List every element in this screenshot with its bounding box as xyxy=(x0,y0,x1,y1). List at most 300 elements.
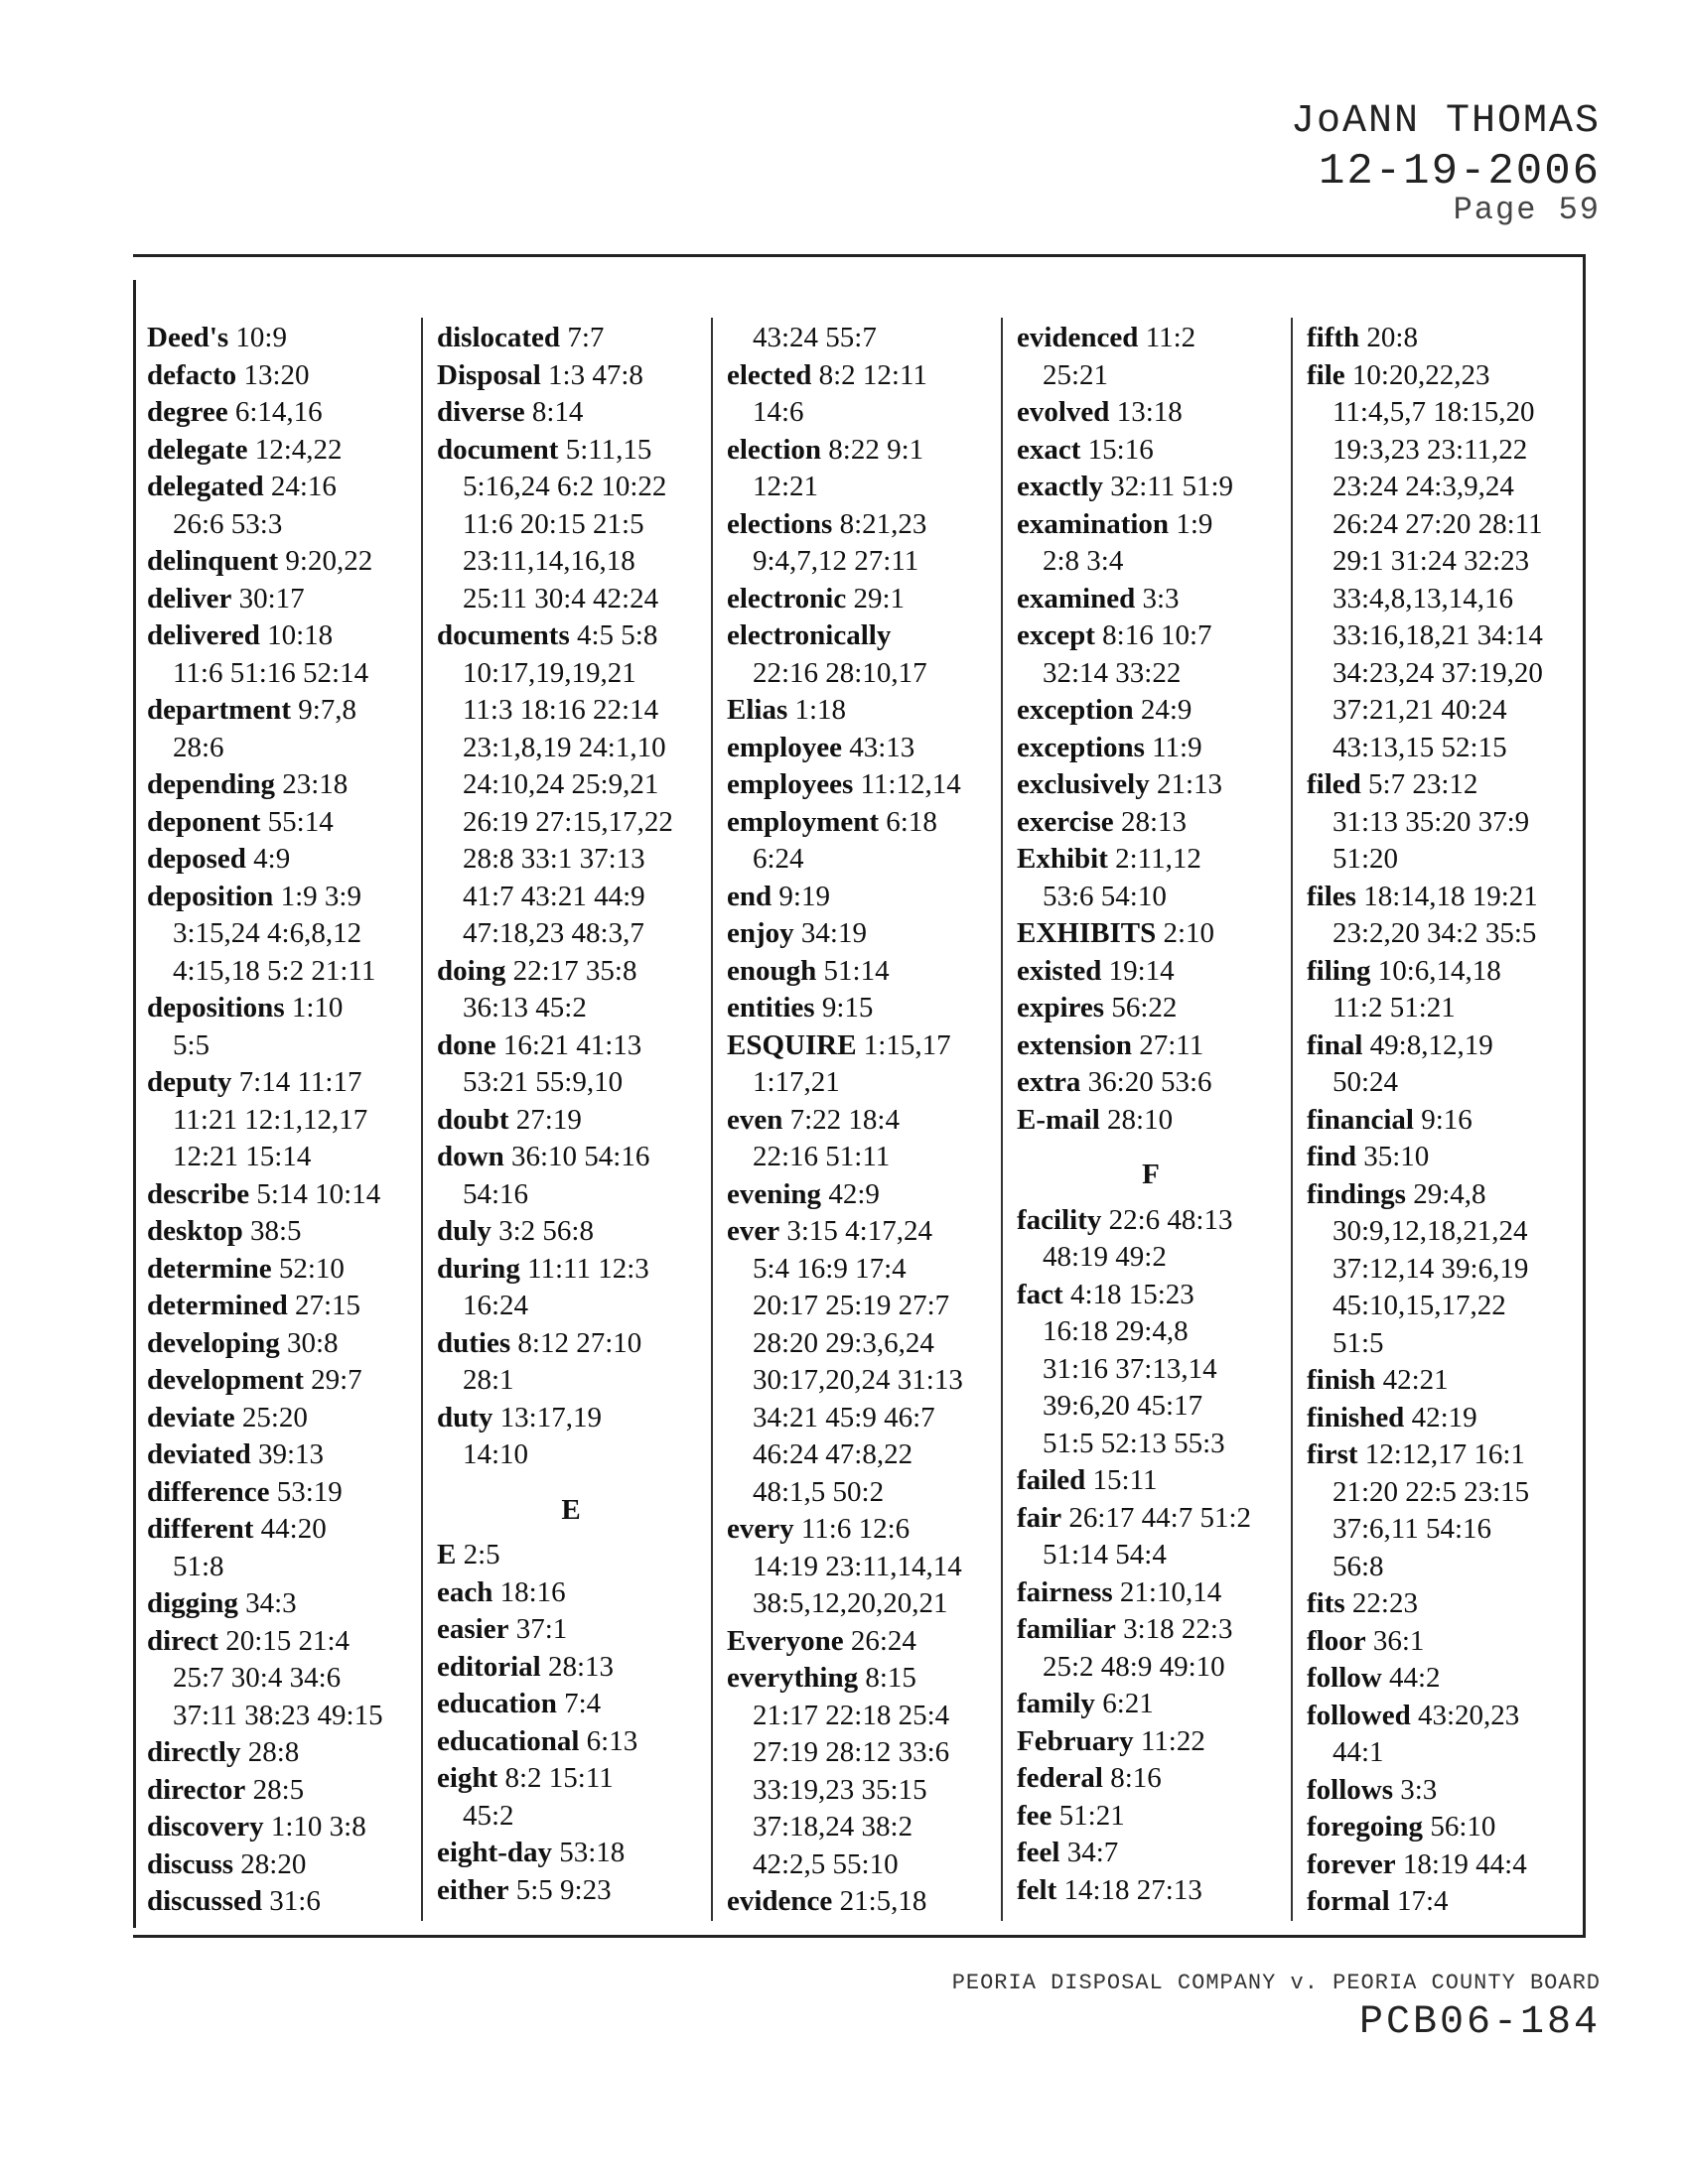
index-entry xyxy=(437,320,705,357)
index-term: enjoy xyxy=(727,917,794,949)
index-entry xyxy=(1307,1772,1575,1810)
index-term: extra xyxy=(1017,1066,1081,1098)
page-line-refs: 7:14 11:17 xyxy=(238,1066,362,1098)
page-line-refs: 23:18 xyxy=(282,768,349,800)
term-spacer xyxy=(1375,1364,1382,1396)
page-line-refs: 4:9 xyxy=(253,843,291,875)
index-entry xyxy=(727,692,995,730)
page-line-refs: 31:6 xyxy=(269,1885,321,1917)
index-entry xyxy=(1307,1400,1575,1437)
section-letter-heading: E xyxy=(561,1493,581,1526)
index-continuation: 22:16 28:10,17 xyxy=(753,656,927,689)
index-continuation: 37:11 38:23 49:15 xyxy=(173,1699,383,1731)
index-entry xyxy=(1017,730,1285,767)
index-term: exercise xyxy=(1017,805,1114,838)
index-continuation: 37:21,21 40:24 xyxy=(1333,694,1507,726)
term-spacer xyxy=(1150,768,1157,800)
index-term: ever xyxy=(727,1215,780,1247)
index-term: employment xyxy=(727,805,880,838)
index-continuation: 33:19,23 35:15 xyxy=(753,1773,927,1806)
index-term: degree xyxy=(147,396,228,428)
index-term: deponent xyxy=(147,805,261,838)
index-term: dislocated xyxy=(437,322,561,353)
index-term: file xyxy=(1307,358,1345,391)
index-continuation: 37:6,11 54:16 xyxy=(1333,1513,1492,1545)
index-entry xyxy=(1017,469,1285,506)
page-line-refs: 26:17 44:7 51:2 xyxy=(1068,1501,1252,1534)
index-term: Everyone xyxy=(727,1624,844,1657)
page-line-refs: 8:14 xyxy=(531,396,584,428)
page-line-refs: 42:9 xyxy=(828,1177,880,1210)
index-entry xyxy=(1307,1362,1575,1400)
index-entry xyxy=(437,1574,705,1612)
term-spacer xyxy=(1101,1204,1108,1236)
index-term: evidenced xyxy=(1017,322,1139,353)
page-line-refs: 9:16 xyxy=(1421,1103,1473,1136)
index-continuation: 14:19 23:11,14,14 xyxy=(753,1550,962,1582)
column-divider xyxy=(711,318,713,1921)
index-entry xyxy=(1307,1660,1575,1698)
page-number: Page 59 xyxy=(1453,192,1601,228)
index-entry xyxy=(147,1176,415,1214)
term-spacer xyxy=(280,1327,287,1359)
index-entry xyxy=(727,804,995,842)
index-term: Disposal xyxy=(437,358,541,391)
term-spacer xyxy=(570,619,577,651)
index-continuation: 25:21 xyxy=(1043,358,1109,391)
index-entry xyxy=(1017,394,1285,432)
page-line-refs: 22:23 xyxy=(1351,1587,1418,1619)
index-entry xyxy=(147,1213,415,1251)
index-entry xyxy=(1017,1686,1285,1723)
index-entry xyxy=(147,1772,415,1810)
index-term: fair xyxy=(1017,1501,1062,1534)
page-line-refs: 28:5 xyxy=(252,1773,305,1806)
index-entry xyxy=(727,1176,995,1214)
page-line-refs: 11:11 12:3 xyxy=(527,1252,649,1285)
index-term: findings xyxy=(1307,1177,1406,1210)
index-continuation: 14:10 xyxy=(463,1438,529,1470)
index-entry xyxy=(437,1611,705,1649)
index-continuation: 6:24 xyxy=(753,843,804,875)
index-term: electronic xyxy=(727,582,847,614)
page-line-refs: 30:8 xyxy=(287,1326,339,1359)
index-term: depending xyxy=(147,768,275,800)
index-entry xyxy=(1307,1027,1575,1065)
index-continuation: 48:19 49:2 xyxy=(1043,1241,1167,1273)
term-spacer xyxy=(273,881,280,912)
index-term: failed xyxy=(1017,1464,1086,1496)
index-term: education xyxy=(437,1688,557,1719)
index-continuation: 42:2,5 55:10 xyxy=(753,1847,899,1880)
index-continuation: 11:4,5,7 18:15,20 xyxy=(1333,396,1535,428)
index-term: duty xyxy=(437,1401,493,1433)
index-term: duly xyxy=(437,1215,491,1247)
page-line-refs: 49:8,12,19 xyxy=(1369,1028,1493,1061)
index-term: exactly xyxy=(1017,471,1103,502)
index-term: directly xyxy=(147,1736,241,1768)
index-entry xyxy=(437,1649,705,1687)
index-continuation: 51:20 xyxy=(1333,843,1399,875)
index-entry xyxy=(437,1686,705,1723)
page-line-refs: 28:13 xyxy=(547,1650,615,1683)
index-continuation: 56:8 xyxy=(1333,1550,1384,1582)
index-continuation: 31:16 37:13,14 xyxy=(1043,1352,1217,1385)
index-entry xyxy=(147,879,415,916)
index-continuation: 21:20 22:5 23:15 xyxy=(1333,1475,1530,1508)
index-continuation: 38:5,12,20,20,21 xyxy=(753,1587,948,1619)
page-line-refs: 20:8 xyxy=(1366,322,1418,353)
page-line-refs: 35:10 xyxy=(1363,1141,1430,1172)
index-continuation: 37:18,24 38:2 xyxy=(753,1811,913,1843)
index-entry xyxy=(437,1872,705,1910)
index-term: discovery xyxy=(147,1811,264,1843)
index-entry xyxy=(727,357,995,395)
term-spacer xyxy=(288,1290,295,1321)
page-line-refs: 8:16 xyxy=(1110,1762,1162,1794)
page-line-refs: 28:10 xyxy=(1107,1103,1174,1136)
index-entry xyxy=(147,1064,415,1102)
page-line-refs: 11:6 12:6 xyxy=(800,1513,911,1545)
term-spacer xyxy=(1411,1700,1418,1731)
page-line-refs: 15:16 xyxy=(1087,433,1154,466)
index-entry xyxy=(1307,879,1575,916)
index-term: financial xyxy=(1307,1103,1414,1136)
term-spacer xyxy=(491,1215,498,1247)
index-term: deputy xyxy=(147,1066,232,1098)
index-entry xyxy=(1017,617,1285,655)
page-line-refs: 21:5,18 xyxy=(839,1885,927,1917)
page-line-refs: 8:16 10:7 xyxy=(1102,619,1212,651)
index-entry xyxy=(437,1251,705,1289)
index-term: files xyxy=(1307,880,1356,912)
index-term: feel xyxy=(1017,1837,1060,1868)
index-entry xyxy=(1017,1835,1285,1872)
index-continuation: 16:24 xyxy=(463,1290,529,1321)
index-term: deviate xyxy=(147,1401,235,1433)
index-continuation: 44:1 xyxy=(1333,1736,1384,1768)
term-spacer xyxy=(264,471,271,502)
column-divider xyxy=(421,318,423,1921)
term-spacer xyxy=(1056,1874,1063,1906)
index-entry xyxy=(1017,432,1285,470)
index-term: end xyxy=(727,880,772,912)
page-line-refs: 6:18 xyxy=(886,805,937,838)
index-continuation: 20:17 25:19 27:7 xyxy=(753,1290,950,1321)
index-term: familiar xyxy=(1017,1613,1116,1645)
term-spacer xyxy=(260,806,267,838)
index-term: felt xyxy=(1017,1873,1057,1906)
page-line-refs: 3:2 56:8 xyxy=(498,1215,594,1247)
term-spacer xyxy=(857,1029,864,1061)
index-continuation: 50:24 xyxy=(1333,1066,1399,1098)
index-term: department xyxy=(147,694,291,726)
index-entry xyxy=(147,357,415,395)
page-line-refs: 42:21 xyxy=(1382,1364,1449,1396)
index-term: done xyxy=(437,1028,496,1061)
index-continuation: 53:6 54:10 xyxy=(1043,880,1167,912)
index-entry xyxy=(1307,1846,1575,1884)
index-continuation: 27:19 28:12 33:6 xyxy=(753,1736,950,1768)
index-term: expires xyxy=(1017,992,1105,1024)
index-continuation: 2:8 3:4 xyxy=(1043,545,1124,577)
index-term: documents xyxy=(437,619,570,651)
term-spacer xyxy=(1101,955,1108,987)
index-term: first xyxy=(1307,1438,1358,1470)
index-continuation: 30:9,12,18,21,24 xyxy=(1333,1215,1528,1247)
page-line-refs: 38:5 xyxy=(249,1215,302,1247)
index-entry xyxy=(147,1511,415,1549)
index-term: delivered xyxy=(147,619,260,651)
term-spacer xyxy=(228,396,235,428)
index-entry xyxy=(437,357,705,395)
index-entry xyxy=(1017,1102,1285,1140)
term-spacer xyxy=(508,1874,515,1906)
page-line-refs: 53:19 xyxy=(276,1475,343,1508)
index-continuation: 34:21 45:9 46:7 xyxy=(753,1401,935,1433)
term-spacer xyxy=(1080,434,1087,466)
index-entry xyxy=(1017,1462,1285,1500)
index-term: floor xyxy=(1307,1624,1366,1657)
index-term: employee xyxy=(727,731,842,763)
index-term: Deed's xyxy=(147,322,229,353)
index-term: during xyxy=(437,1252,520,1285)
index-entry xyxy=(1017,1611,1285,1649)
term-spacer xyxy=(264,1811,271,1843)
index-entry xyxy=(727,432,995,470)
term-spacer xyxy=(1080,1066,1087,1098)
index-entry xyxy=(147,394,415,432)
index-entry xyxy=(437,1400,705,1437)
page-line-refs: 10:9 xyxy=(235,322,287,353)
index-entry xyxy=(1307,1585,1575,1623)
index-entry xyxy=(1017,320,1285,357)
index-entry xyxy=(1017,1760,1285,1798)
index-term: director xyxy=(147,1773,246,1806)
index-continuation: 51:8 xyxy=(173,1550,224,1582)
term-spacer xyxy=(241,1736,248,1768)
page-line-refs: 10:6,14,18 xyxy=(1377,954,1501,987)
index-entry xyxy=(1017,1574,1285,1612)
index-column-2 xyxy=(437,320,705,1909)
index-term: down xyxy=(437,1141,504,1172)
column-divider xyxy=(1001,318,1003,1921)
index-entry xyxy=(147,1809,415,1846)
index-entry xyxy=(147,990,415,1027)
page-line-refs: 36:10 54:16 xyxy=(510,1141,650,1172)
page-line-refs: 53:18 xyxy=(559,1837,626,1868)
term-spacer xyxy=(496,1029,503,1061)
term-spacer xyxy=(1134,694,1141,726)
index-term: fee xyxy=(1017,1799,1052,1832)
index-term: federal xyxy=(1017,1762,1103,1794)
index-term: delegate xyxy=(147,433,248,466)
page-line-refs: 28:8 xyxy=(247,1736,300,1768)
index-entry xyxy=(727,990,995,1027)
term-spacer xyxy=(1366,1625,1373,1657)
page-line-refs: 19:14 xyxy=(1108,954,1175,987)
index-continuation: 45:10,15,17,22 xyxy=(1333,1290,1506,1321)
index-continuation: 29:1 31:24 32:23 xyxy=(1333,545,1530,577)
index-entry xyxy=(727,1102,995,1140)
page-line-refs: 37:1 xyxy=(515,1613,568,1645)
index-entry xyxy=(1017,953,1285,991)
index-entry xyxy=(727,915,995,953)
index-entry xyxy=(147,1734,415,1772)
docket-number: PCB06-184 xyxy=(1358,2000,1601,2045)
term-spacer xyxy=(782,1104,789,1136)
index-term: exception xyxy=(1017,694,1134,726)
index-continuation: 51:14 54:4 xyxy=(1043,1539,1167,1570)
page-line-refs: 2:5 xyxy=(463,1539,500,1570)
page-line-refs: 42:19 xyxy=(1411,1401,1477,1433)
page-line-refs: 15:11 xyxy=(1092,1464,1158,1496)
index-continuation: 28:8 33:1 37:13 xyxy=(463,843,645,875)
term-spacer xyxy=(525,396,532,428)
page-line-refs: 32:11 51:9 xyxy=(1110,471,1234,502)
index-entry xyxy=(437,1027,705,1065)
index-entry xyxy=(437,617,705,655)
page-line-refs: 36:1 xyxy=(1372,1624,1425,1657)
term-spacer xyxy=(235,1402,242,1433)
index-term: E-mail xyxy=(1017,1103,1100,1136)
page-line-refs: 24:16 xyxy=(270,471,337,502)
index-continuation: 23:1,8,19 24:1,10 xyxy=(463,731,666,763)
term-spacer xyxy=(492,1402,499,1433)
index-continuation: 25:11 30:4 42:24 xyxy=(463,582,659,614)
index-term: determine xyxy=(147,1252,272,1285)
page-line-refs: 11:12,14 xyxy=(860,768,961,800)
page-line-refs: 9:19 xyxy=(778,880,830,912)
index-term: developing xyxy=(147,1326,280,1359)
index-term: exceptions xyxy=(1017,731,1145,763)
page-line-refs: 6:14,16 xyxy=(234,396,323,428)
index-term: fact xyxy=(1017,1278,1063,1310)
index-term: exact xyxy=(1017,433,1081,466)
index-continuation: 11:6 51:16 52:14 xyxy=(173,656,369,689)
page-line-refs: 30:17 xyxy=(238,582,305,614)
term-spacer xyxy=(1404,1402,1411,1433)
index-entry xyxy=(147,581,415,618)
index-entry xyxy=(1017,506,1285,544)
index-entry xyxy=(437,953,705,991)
index-continuation: 12:21 15:14 xyxy=(173,1141,312,1172)
term-spacer xyxy=(1358,1438,1365,1470)
index-term: educational xyxy=(437,1724,580,1757)
index-entry xyxy=(437,1213,705,1251)
index-term: discuss xyxy=(147,1847,234,1880)
index-term: every xyxy=(727,1513,794,1545)
index-continuation: 11:3 18:16 22:14 xyxy=(463,694,659,726)
term-spacer xyxy=(832,508,839,540)
index-continuation: 3:15,24 4:6,8,12 xyxy=(173,917,362,949)
index-entry xyxy=(437,1835,705,1872)
index-entry xyxy=(147,543,415,581)
index-term: desktop xyxy=(147,1215,243,1247)
index-continuation: 23:24 24:3,9,24 xyxy=(1333,471,1514,502)
index-column-5 xyxy=(1307,320,1575,1921)
term-spacer xyxy=(285,992,292,1024)
index-entry xyxy=(727,506,995,544)
index-continuation: 34:23,24 37:19,20 xyxy=(1333,656,1543,689)
page-line-refs: 1:3 47:8 xyxy=(548,358,643,391)
index-entry xyxy=(147,1883,415,1921)
index-entry xyxy=(727,617,995,655)
page-line-refs: 5:14 10:14 xyxy=(256,1177,381,1210)
term-spacer xyxy=(1114,806,1121,838)
page-line-refs: 8:22 9:1 xyxy=(828,433,924,466)
page-line-refs: 13:20 xyxy=(243,358,310,391)
index-term: follow xyxy=(1307,1662,1382,1694)
page-line-refs: 25:20 xyxy=(241,1401,308,1433)
page-line-refs: 29:7 xyxy=(311,1364,362,1396)
page-line-refs: 27:11 xyxy=(1139,1028,1204,1061)
term-spacer xyxy=(243,1215,250,1247)
index-continuation: 31:13 35:20 37:9 xyxy=(1333,805,1530,838)
index-entry xyxy=(147,617,415,655)
index-term: foregoing xyxy=(1307,1811,1424,1843)
index-entry xyxy=(727,1623,995,1661)
page-line-refs: 22:6 48:13 xyxy=(1108,1203,1233,1236)
index-term: except xyxy=(1017,619,1095,651)
page-line-refs: 44:20 xyxy=(260,1513,327,1545)
term-spacer xyxy=(816,955,823,987)
page-line-refs: 8:2 12:11 xyxy=(818,358,927,391)
index-continuation: 28:6 xyxy=(173,731,224,763)
page-line-refs: 1:10 3:8 xyxy=(270,1811,366,1843)
index-entry xyxy=(727,1883,995,1921)
term-spacer xyxy=(272,1253,279,1285)
page-line-refs: 56:10 xyxy=(1430,1811,1496,1843)
index-term: eight-day xyxy=(437,1837,552,1868)
page-line-refs: 8:12 27:10 xyxy=(517,1326,642,1359)
index-continuation: 26:6 53:3 xyxy=(173,507,283,540)
index-entry xyxy=(727,879,995,916)
index-entry xyxy=(1017,1798,1285,1836)
index-continuation: 23:2,20 34:2 35:5 xyxy=(1333,917,1537,949)
page-line-refs: 11:2 xyxy=(1145,322,1196,353)
index-term: forever xyxy=(1307,1847,1396,1880)
page-line-refs: 4:5 5:8 xyxy=(576,619,658,651)
page-line-refs: 39:13 xyxy=(257,1438,325,1470)
index-term: depositions xyxy=(147,992,285,1024)
index-entry xyxy=(1017,1202,1285,1240)
index-entry xyxy=(147,1474,415,1512)
index-term: final xyxy=(1307,1028,1363,1061)
page-line-refs: 55:14 xyxy=(267,805,334,838)
index-continuation: 5:4 16:9 17:4 xyxy=(753,1252,907,1285)
page-line-refs: 7:22 18:4 xyxy=(789,1103,900,1136)
index-continuation: 10:17,19,19,21 xyxy=(463,656,636,689)
index-term: follows xyxy=(1307,1773,1393,1806)
page-line-refs: 10:18 xyxy=(267,619,334,651)
index-entry xyxy=(147,320,415,357)
page-line-refs: 6:21 xyxy=(1102,1688,1154,1719)
index-entry xyxy=(437,1139,705,1176)
page-line-refs: 4:18 15:23 xyxy=(1069,1278,1194,1310)
page-line-refs: 36:20 53:6 xyxy=(1087,1066,1212,1098)
page-line-refs: 34:3 xyxy=(245,1587,297,1619)
index-term: filed xyxy=(1307,768,1361,800)
page-line-refs: 8:21,23 xyxy=(839,507,927,540)
index-entry xyxy=(1307,953,1575,991)
index-continuation: 41:7 43:21 44:9 xyxy=(463,880,645,912)
index-term: editorial xyxy=(437,1650,541,1683)
page-line-refs: 56:22 xyxy=(1111,992,1178,1024)
term-spacer xyxy=(832,1885,839,1917)
page-line-refs: 13:17,19 xyxy=(499,1401,602,1433)
term-spacer xyxy=(557,1688,564,1719)
